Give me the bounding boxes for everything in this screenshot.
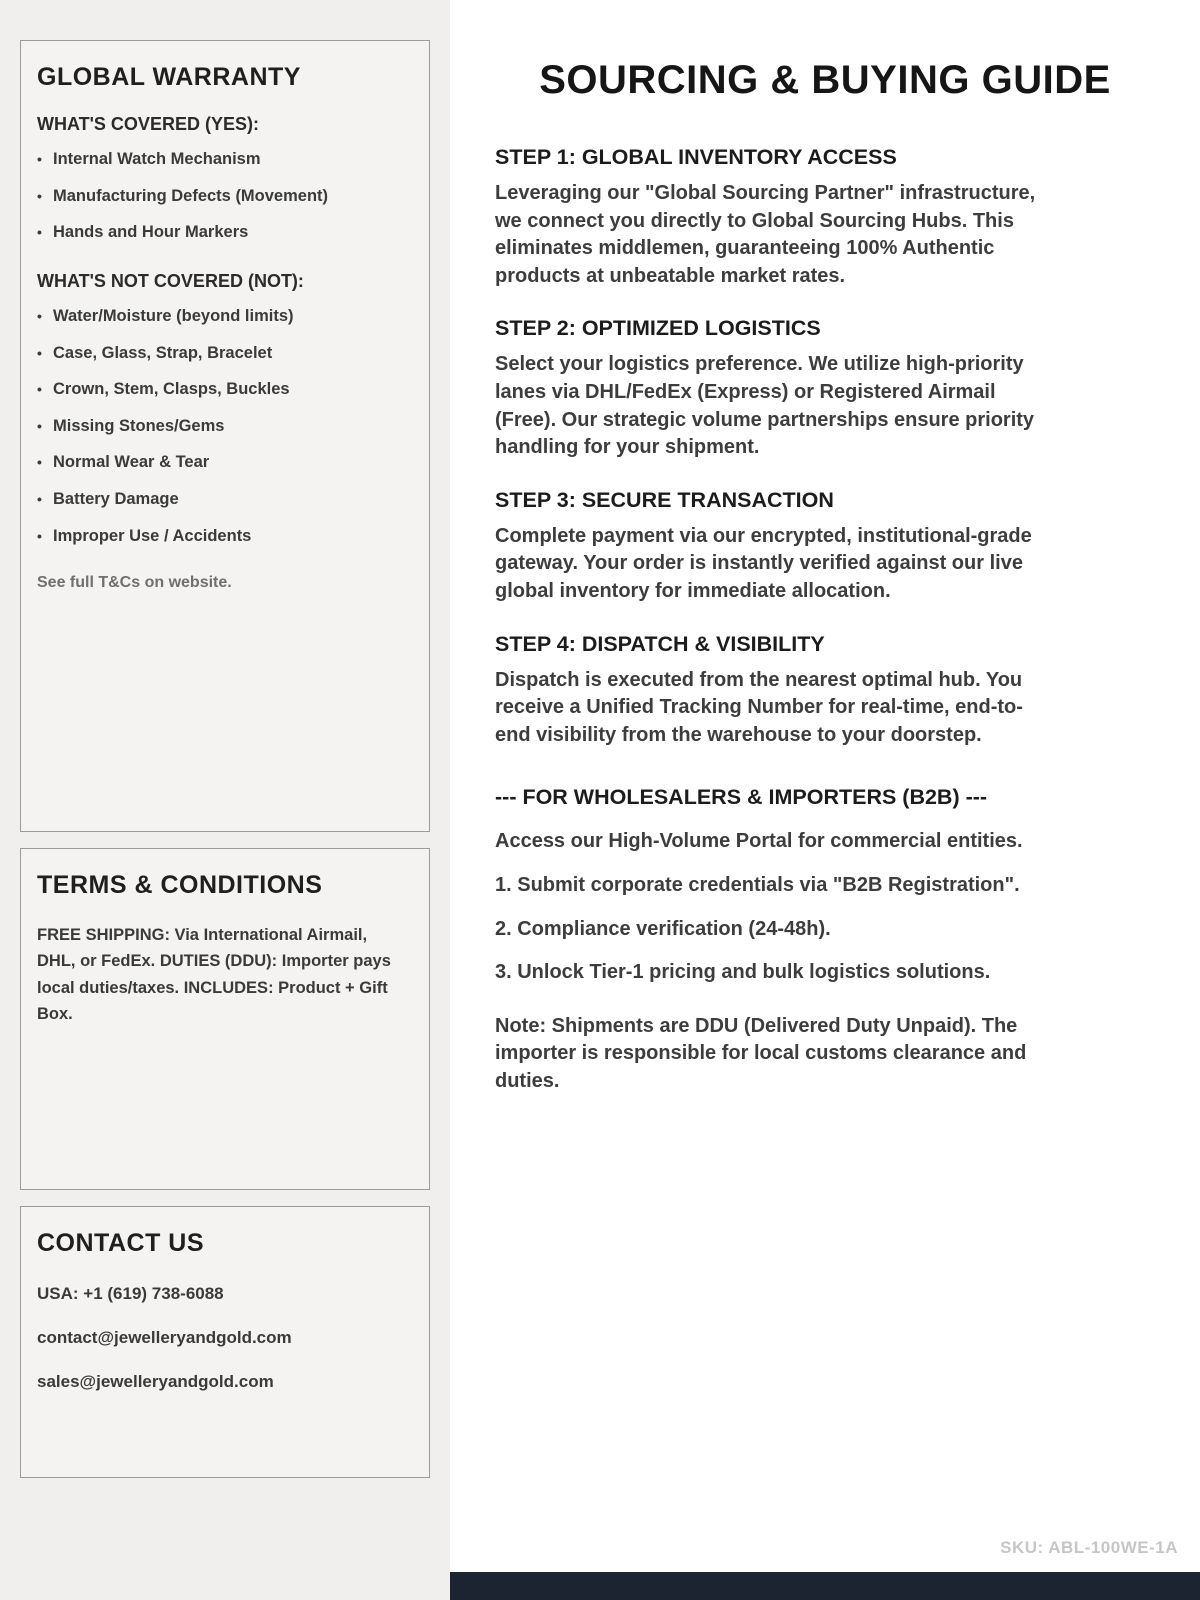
list-item: • Improper Use / Accidents (37, 526, 409, 547)
list-item: • Manufacturing Defects (Movement) (37, 186, 409, 207)
covered-list (37, 149, 409, 243)
step-2-heading: STEP 2: OPTIMIZED LOGISTICS (495, 316, 821, 341)
covered-heading: WHAT'S COVERED (YES): (37, 114, 259, 134)
b2b-item-2: 2. Compliance verification (24-48h). (495, 917, 831, 940)
main-content (450, 0, 1200, 1111)
b2b-section (495, 785, 1155, 1095)
list-item: • Water/Moisture (beyond limits) (37, 306, 409, 327)
b2b-item-1: 1. Submit corporate credentials via "B2B Registration". (495, 873, 1020, 896)
list-item: • Crown, Stem, Clasps, Buckles (37, 379, 409, 400)
sku-label: SKU: ABL-100WE-1A (1000, 1538, 1178, 1557)
step-4-section (495, 632, 1155, 750)
step-1-heading: STEP 1: GLOBAL INVENTORY ACCESS (495, 145, 897, 169)
not-covered-heading: WHAT'S NOT COVERED (NOT): (37, 270, 304, 291)
contact-email-primary: contact@jewelleryandgold.com (37, 1328, 292, 1347)
step-2-section (495, 316, 1155, 461)
list-item: • Battery Damage (37, 489, 409, 510)
list-item: • Internal Watch Mechanism (37, 149, 409, 170)
sidebar (0, 0, 450, 1600)
terms-body: FREE SHIPPING: Via International Airmail, DHL, or FedEx. DUTIES (DDU): Importer pays local duties/taxes. INCLUDES: Product + Gift Box. (37, 926, 391, 1024)
list-item: • Missing Stones/Gems (37, 416, 409, 437)
b2b-intro: Access our High-Volume Portal for commercial entities. (495, 830, 1023, 853)
step-2-body: Select your logistics preference. We utilize high-priority lanes via DHL/FedEx (Express) or Registered Airmail (Free). Our strategic volume partnerships ensure priority handling for your shipment. (495, 353, 1035, 459)
b2b-item-3: 3. Unlock Tier-1 pricing and bulk logistics solutions. (495, 961, 991, 984)
list-item: • Case, Glass, Strap, Bracelet (37, 343, 409, 364)
contact-box (20, 1206, 430, 1478)
b2b-note: Note: Shipments are DDU (Delivered Duty Unpaid). The importer is responsible for local customs clearance and duties. (495, 1014, 1027, 1092)
step-4-body: Dispatch is executed from the nearest optimal hub. You receive a Unified Tracking Number for real-time, end-to-end visibility from the warehouse to your doorstep. (495, 668, 1023, 746)
not-covered-list (37, 306, 409, 546)
warranty-box (20, 40, 430, 832)
contact-email-sales: sales@jewelleryandgold.com (37, 1372, 274, 1391)
step-4-heading: STEP 4: DISPATCH & VISIBILITY (495, 631, 825, 656)
step-3-body: Complete payment via our encrypted, institutional-grade gateway. Your order is instantly verified against our live global inventory for immediate allocation. (495, 524, 1032, 602)
warranty-footnote: See full T&Cs on website. (37, 574, 232, 592)
terms-box (20, 848, 430, 1190)
terms-title: TERMS & CONDITIONS (37, 871, 323, 899)
contact-title: CONTACT US (37, 1229, 205, 1257)
list-item: • Hands and Hour Markers (37, 222, 409, 243)
step-1-section (495, 145, 1155, 290)
step-3-heading: STEP 3: SECURE TRANSACTION (495, 487, 834, 512)
step-3-section (495, 488, 1155, 606)
list-item: • Normal Wear & Tear (37, 452, 409, 473)
contact-phone: USA: +1 (619) 738-6088 (37, 1284, 224, 1303)
step-1-body: Leveraging our "Global Sourcing Partner" infrastructure, we connect you directly to Global Sourcing Hubs. This eliminates middlemen, guaranteeing 100% Authentic products at unbeatable market rates. (495, 182, 1036, 287)
warranty-title: GLOBAL WARRANTY (37, 63, 301, 91)
footer-bar (450, 1572, 1200, 1600)
page-title: SOURCING & BUYING GUIDE (539, 58, 1111, 102)
b2b-heading: --- FOR WHOLESALERS & IMPORTERS (B2B) --- (495, 785, 988, 810)
